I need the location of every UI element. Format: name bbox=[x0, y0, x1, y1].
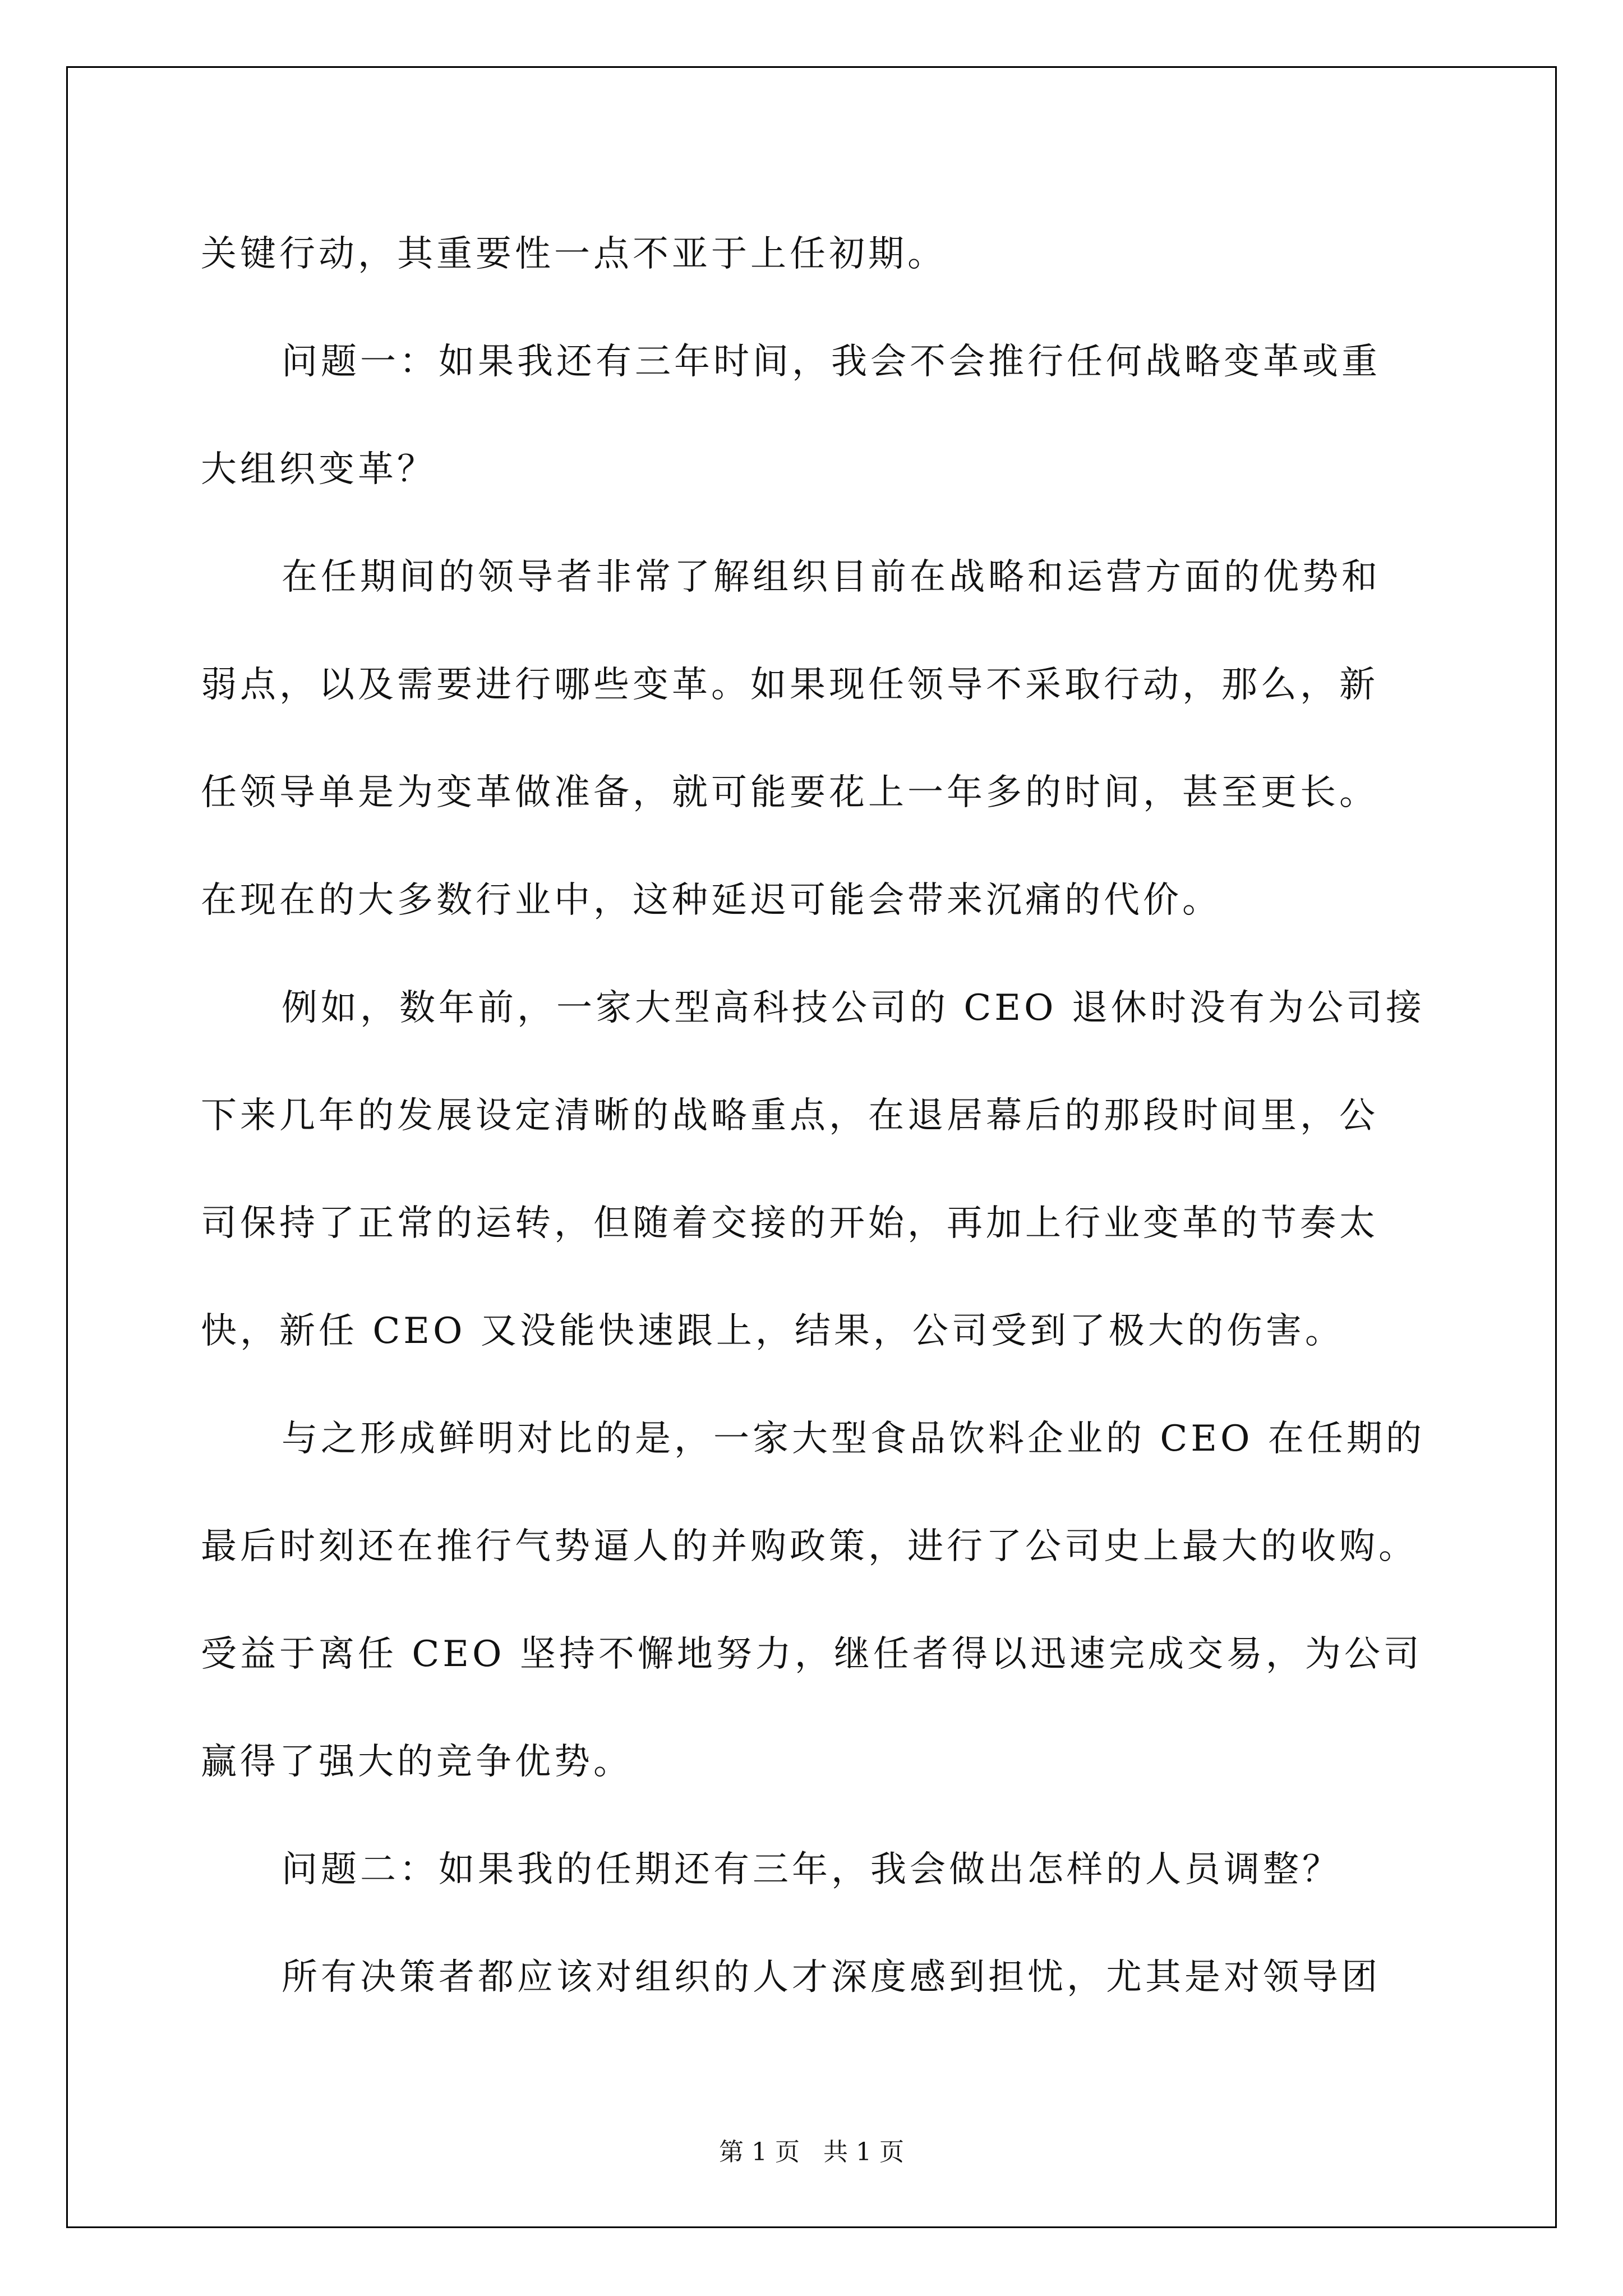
text-line-13: 最后时刻还在推行气势逼人的并购政策，进行了公司史上最大的收购。 bbox=[201, 1526, 1418, 1567]
page-number: 第 1 页 bbox=[719, 2138, 800, 2166]
text-line-11: 快，新任 CEO 又没能快速跟上，结果，公司受到了极大的伤害。 bbox=[201, 1310, 1344, 1352]
text-line-3: 大组织变革？ bbox=[201, 449, 436, 490]
text-line-8: 例如，数年前，一家大型高科技公司的 CEO 退休时没有为公司接 bbox=[282, 987, 1425, 1029]
page-footer bbox=[0, 2132, 1623, 2168]
text-line-4: 在任期间的领导者非常了解组织目前在战略和运营方面的优势和 bbox=[282, 556, 1381, 598]
text-line-12: 与之形成鲜明对比的是，一家大型食品饮料企业的 CEO 在任期的 bbox=[282, 1418, 1425, 1460]
text-line-16: 问题二：如果我的任期还有三年，我会做出怎样的人员调整？ bbox=[282, 1849, 1341, 1890]
text-line-15: 赢得了强大的竞争优势。 bbox=[201, 1741, 633, 1783]
text-line-14: 受益于离任 CEO 坚持不懈地努力，继任者得以迅速完成交易，为公司 bbox=[201, 1634, 1423, 1675]
document-body bbox=[201, 200, 1457, 2031]
text-line-7: 在现在的大多数行业中，这种延迟可能会带来沉痛的代价。 bbox=[201, 880, 1221, 921]
text-line-1: 关键行动，其重要性一点不亚于上任初期。 bbox=[201, 233, 947, 275]
page-total: 共 1 页 bbox=[823, 2138, 904, 2166]
text-line-2: 问题一：如果我还有三年时间，我会不会推行任何战略变革或重 bbox=[282, 341, 1381, 383]
text-line-10: 司保持了正常的运转，但随着交接的开始，再加上行业变革的节奏太 bbox=[201, 1203, 1378, 1244]
text-line-5: 弱点，以及需要进行哪些变革。如果现任领导不采取行动，那么，新 bbox=[201, 664, 1378, 706]
text-line-17: 所有决策者都应该对组织的人才深度感到担忧，尤其是对领导团 bbox=[282, 1957, 1381, 1998]
text-line-9: 下来几年的发展设定清晰的战略重点，在退居幕后的那段时间里，公 bbox=[201, 1095, 1378, 1137]
text-line-6: 任领导单是为变革做准备，就可能要花上一年多的时间，甚至更长。 bbox=[201, 772, 1378, 813]
